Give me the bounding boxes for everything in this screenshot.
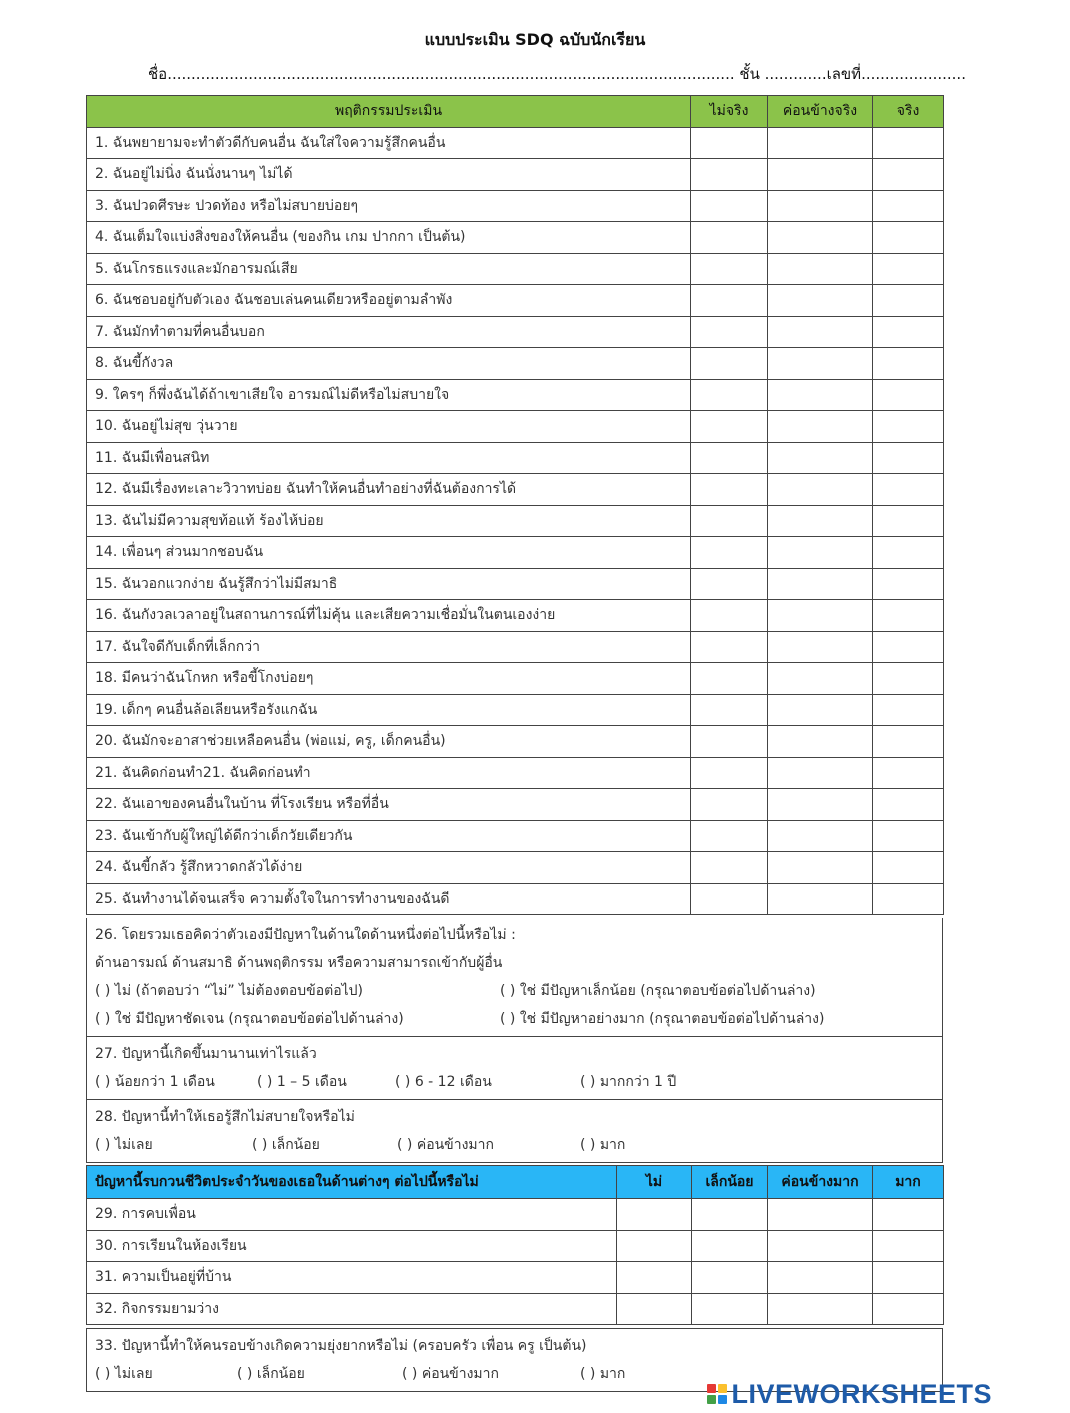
answer-cell-somewhat-true[interactable] [768, 127, 873, 159]
answer-cell-certainly-true[interactable] [873, 222, 944, 254]
impact-item-label: 30. การเรียนในห้องเรียน [87, 1230, 617, 1262]
answer-cell-not-true[interactable] [691, 285, 768, 317]
answer-cell-somewhat-true[interactable] [768, 253, 873, 285]
behavior-table-header [87, 96, 944, 128]
behavior-item-label: 6. ฉันชอบอยู่กับตัวเอง ฉันชอบเล่นคนเดียวหรืออยู่ตามลำพัง [87, 285, 691, 317]
header-behavior: พฤติกรรมประเมิน [87, 96, 691, 128]
answer-cell-not-true[interactable] [691, 568, 768, 600]
behavior-item-label: 9. ใครๆ ก็พึ่งฉันได้ถ้าเขาเสียใจ อารมณ์ไม่ดีหรือไม่สบายใจ [87, 379, 691, 411]
answer-cell-not-true[interactable] [691, 442, 768, 474]
answer-cell-no[interactable] [617, 1230, 692, 1262]
header-little: เล็กน้อย [692, 1166, 768, 1199]
answer-cell-somewhat-true[interactable] [768, 568, 873, 600]
answer-cell-no[interactable] [617, 1199, 692, 1231]
answer-cell-certainly-true[interactable] [873, 285, 944, 317]
answer-cell-not-true[interactable] [691, 348, 768, 380]
behavior-item-label: 11. ฉันมีเพื่อนสนิท [87, 442, 691, 474]
q33-option-3[interactable]: ( ) ค่อนข้างมาก [402, 1366, 500, 1382]
answer-cell-little[interactable] [692, 1293, 768, 1325]
answer-cell-no[interactable] [617, 1293, 692, 1325]
table-row [87, 285, 944, 317]
answer-cell-not-true[interactable] [691, 190, 768, 222]
answer-cell-certainly-true[interactable] [873, 190, 944, 222]
answer-cell-certainly-true[interactable] [873, 600, 944, 632]
answer-cell-quite-a-lot[interactable] [768, 1262, 873, 1294]
answer-cell-not-true[interactable] [691, 600, 768, 632]
answer-cell-somewhat-true[interactable] [768, 694, 873, 726]
answer-cell-certainly-true[interactable] [873, 757, 944, 789]
number-label: เลขที่ [826, 65, 862, 83]
answer-cell-not-true[interactable] [691, 631, 768, 663]
page-title: แบบประเมิน SDQ ฉบับนักเรียน [424, 30, 646, 49]
header-certainly-true: จริง [873, 96, 944, 128]
table-row [87, 820, 944, 852]
answer-cell-somewhat-true[interactable] [768, 159, 873, 191]
q27-cell [87, 1037, 943, 1100]
name-label: ชื่อ [148, 65, 168, 83]
answer-cell-certainly-true[interactable] [873, 159, 944, 191]
answer-cell-certainly-true[interactable] [873, 568, 944, 600]
q33-option-2[interactable]: ( ) เล็กน้อย [237, 1366, 305, 1382]
behavior-item-label: 1. ฉันพยายามจะทำตัวดีกับคนอื่น ฉันใส่ใจความรู้สึกคนอื่น [87, 127, 691, 159]
answer-cell-somewhat-true[interactable] [768, 883, 873, 915]
table-row [87, 1199, 944, 1231]
behavior-item-label: 22. ฉันเอาของคนอื่นในบ้าน ที่โรงเรียน หรือที่อื่น [87, 789, 691, 821]
table-row [87, 757, 944, 789]
answer-cell-certainly-true[interactable] [873, 253, 944, 285]
answer-cell-not-true[interactable] [691, 474, 768, 506]
table-row [87, 253, 944, 285]
answer-cell-not-true[interactable] [691, 789, 768, 821]
answer-cell-certainly-true[interactable] [873, 411, 944, 443]
behavior-item-label: 14. เพื่อนๆ ส่วนมากชอบฉัน [87, 537, 691, 569]
behavior-item-label: 16. ฉันกังวลเวลาอยู่ในสถานการณ์ที่ไม่คุ้น และเสียความเชื่อมั่นในตนเองง่าย [87, 600, 691, 632]
q26-cell [87, 918, 943, 1037]
q33-option-4[interactable]: ( ) มาก [580, 1366, 626, 1382]
header-somewhat-true: ค่อนข้างจริง [768, 96, 873, 128]
header-not-true: ไม่จริง [691, 96, 768, 128]
answer-cell-not-true[interactable] [691, 316, 768, 348]
table-row [87, 694, 944, 726]
table-row [87, 726, 944, 758]
impact-item-label: 31. ความเป็นอยู่ที่บ้าน [87, 1262, 617, 1294]
q27-option-2[interactable]: ( ) 1 – 5 เดือน [257, 1074, 347, 1090]
table-row [87, 348, 944, 380]
answer-cell-certainly-true[interactable] [873, 883, 944, 915]
answer-cell-a-lot[interactable] [873, 1262, 944, 1294]
answer-cell-not-true[interactable] [691, 159, 768, 191]
answer-cell-certainly-true[interactable] [873, 820, 944, 852]
q27-option-3[interactable]: ( ) 6 - 12 เดือน [395, 1074, 492, 1090]
answer-cell-a-lot[interactable] [873, 1199, 944, 1231]
behavior-item-label: 3. ฉันปวดศีรษะ ปวดท้อง หรือไม่สบายบ่อยๆ [87, 190, 691, 222]
table-row [87, 190, 944, 222]
table-row [87, 474, 944, 506]
answer-cell-certainly-true[interactable] [873, 442, 944, 474]
q33-option-1[interactable]: ( ) ไม่เลย [95, 1366, 153, 1382]
answer-cell-somewhat-true[interactable] [768, 852, 873, 884]
answer-cell-certainly-true[interactable] [873, 474, 944, 506]
behavior-item-label: 12. ฉันมีเรื่องทะเลาะวิวาทบ่อย ฉันทำให้คนอื่นทำอย่างที่ฉันต้องการได้ [87, 474, 691, 506]
answer-cell-somewhat-true[interactable] [768, 631, 873, 663]
answer-cell-certainly-true[interactable] [873, 726, 944, 758]
answer-cell-somewhat-true[interactable] [768, 663, 873, 695]
behavior-item-label: 19. เด็กๆ คนอื่นล้อเลียนหรือรังแกฉัน [87, 694, 691, 726]
answer-cell-a-lot[interactable] [873, 1230, 944, 1262]
table-row [87, 537, 944, 569]
answer-cell-not-true[interactable] [691, 757, 768, 789]
answer-cell-certainly-true[interactable] [873, 631, 944, 663]
behavior-item-label: 5. ฉันโกรธแรงและมักอารมณ์เสีย [87, 253, 691, 285]
header-impact: ปัญหานี้รบกวนชีวิตประจำวันของเธอในด้านต่างๆ ต่อไปนี้หรือไม่ [87, 1166, 617, 1199]
answer-cell-certainly-true[interactable] [873, 127, 944, 159]
table-row [87, 663, 944, 695]
answer-cell-somewhat-true[interactable] [768, 316, 873, 348]
answer-cell-not-true[interactable] [691, 694, 768, 726]
answer-cell-somewhat-true[interactable] [768, 600, 873, 632]
answer-cell-certainly-true[interactable] [873, 694, 944, 726]
table-row [87, 1262, 944, 1294]
grade-label: ชั้น [739, 65, 760, 83]
q28-option-3[interactable]: ( ) ค่อนข้างมาก [397, 1137, 495, 1153]
behavior-item-label: 2. ฉันอยู่ไม่นิ่ง ฉันนั่งนานๆ ไม่ได้ [87, 159, 691, 191]
answer-cell-somewhat-true[interactable] [768, 379, 873, 411]
answer-cell-somewhat-true[interactable] [768, 505, 873, 537]
table-row [87, 631, 944, 663]
answer-cell-not-true[interactable] [691, 411, 768, 443]
logo-mark-icon [707, 1384, 727, 1404]
q26-line1: 26. โดยรวมเธอคิดว่าตัวเองมีปัญหาในด้านใดด้านหนึ่งต่อไปนี้หรือไม่ : [95, 927, 516, 943]
behavior-item-label: 17. ฉันใจดีกับเด็กที่เล็กกว่า [87, 631, 691, 663]
answer-cell-somewhat-true[interactable] [768, 789, 873, 821]
answer-cell-certainly-true[interactable] [873, 789, 944, 821]
answer-cell-certainly-true[interactable] [873, 316, 944, 348]
table-row [87, 852, 944, 884]
answer-cell-little[interactable] [692, 1262, 768, 1294]
q26-option-definite[interactable]: ( ) ใช่ มีปัญหาชัดเจน (กรุณาตอบข้อต่อไปด้านล่าง) [95, 1011, 404, 1027]
answer-cell-somewhat-true[interactable] [768, 537, 873, 569]
table-row [87, 442, 944, 474]
behavior-table [86, 95, 944, 915]
q26-option-severe[interactable]: ( ) ใช่ มีปัญหาอย่างมาก (กรุณาตอบข้อต่อไปด้านล่าง) [500, 1011, 825, 1027]
impact-table-header [87, 1166, 944, 1199]
answer-cell-no[interactable] [617, 1262, 692, 1294]
answer-cell-somewhat-true[interactable] [768, 726, 873, 758]
impact-item-label: 29. การคบเพื่อน [87, 1199, 617, 1231]
table-row [87, 600, 944, 632]
student-info-line [148, 62, 966, 86]
table-row [87, 789, 944, 821]
table-row [87, 411, 944, 443]
q28-question: 28. ปัญหานี้ทำให้เธอรู้สึกไม่สบายใจหรือไม่ [95, 1109, 355, 1125]
questions-26-28 [86, 918, 943, 1163]
table-row [87, 883, 944, 915]
table-row [87, 1293, 944, 1325]
behavior-item-label: 18. มีคนว่าฉันโกหก หรือขี้โกงบ่อยๆ [87, 663, 691, 695]
answer-cell-certainly-true[interactable] [873, 348, 944, 380]
answer-cell-not-true[interactable] [691, 883, 768, 915]
table-row [87, 222, 944, 254]
q28-cell [87, 1100, 943, 1163]
answer-cell-quite-a-lot[interactable] [768, 1293, 873, 1325]
answer-cell-not-true[interactable] [691, 820, 768, 852]
behavior-item-label: 23. ฉันเข้ากับผู้ใหญ่ได้ดีกว่าเด็กวัยเดียวกัน [87, 820, 691, 852]
answer-cell-little[interactable] [692, 1230, 768, 1262]
q28-option-4[interactable]: ( ) มาก [580, 1137, 626, 1153]
behavior-item-label: 10. ฉันอยู่ไม่สุข วุ่นวาย [87, 411, 691, 443]
answer-cell-little[interactable] [692, 1199, 768, 1231]
behavior-item-label: 13. ฉันไม่มีความสุขท้อแท้ ร้องไห้บ่อย [87, 505, 691, 537]
q28-option-1[interactable]: ( ) ไม่เลย [95, 1137, 153, 1153]
table-row [87, 316, 944, 348]
q26-line2: ด้านอารมณ์ ด้านสมาธิ ด้านพฤติกรรม หรือความสามารถเข้ากับผู้อื่น [95, 955, 503, 971]
grade-blank[interactable]: ............. [759, 65, 827, 83]
q27-question: 27. ปัญหานี้เกิดขึ้นมานานเท่าไรแล้ว [95, 1046, 317, 1062]
table-row [87, 505, 944, 537]
behavior-item-label: 20. ฉันมักจะอาสาช่วยเหลือคนอื่น (พ่อแม่, ครู, เด็กคนอื่น) [87, 726, 691, 758]
table-row [87, 379, 944, 411]
q33-question: 33. ปัญหานี้ทำให้คนรอบข้างเกิดความยุ่งยากหรือไม่ (ครอบครัว เพื่อน ครู เป็นต้น) [95, 1338, 587, 1354]
header-no: ไม่ [617, 1166, 692, 1199]
answer-cell-somewhat-true[interactable] [768, 474, 873, 506]
answer-cell-quite-a-lot[interactable] [768, 1230, 873, 1262]
answer-cell-not-true[interactable] [691, 505, 768, 537]
behavior-item-label: 8. ฉันขี้กังวล [87, 348, 691, 380]
answer-cell-somewhat-true[interactable] [768, 442, 873, 474]
answer-cell-quite-a-lot[interactable] [768, 1199, 873, 1231]
answer-cell-somewhat-true[interactable] [768, 222, 873, 254]
table-row [87, 127, 944, 159]
table-row [87, 159, 944, 191]
answer-cell-not-true[interactable] [691, 663, 768, 695]
answer-cell-certainly-true[interactable] [873, 505, 944, 537]
behavior-item-label: 25. ฉันทำงานได้จนเสร็จ ความตั้งใจในการทำงานของฉันดี [87, 883, 691, 915]
answer-cell-not-true[interactable] [691, 537, 768, 569]
answer-cell-not-true[interactable] [691, 379, 768, 411]
answer-cell-certainly-true[interactable] [873, 663, 944, 695]
answer-cell-somewhat-true[interactable] [768, 285, 873, 317]
impact-table [86, 1165, 944, 1325]
answer-cell-not-true[interactable] [691, 253, 768, 285]
behavior-item-label: 15. ฉันวอกแวกง่าย ฉันรู้สึกว่าไม่มีสมาธิ [87, 568, 691, 600]
q27-option-1[interactable]: ( ) น้อยกว่า 1 เดือน [95, 1074, 215, 1090]
impact-item-label: 32. กิจกรรมยามว่าง [87, 1293, 617, 1325]
answer-cell-certainly-true[interactable] [873, 852, 944, 884]
logo-wordmark: LIVEWORKSHEETS [731, 1378, 992, 1409]
behavior-item-label: 24. ฉันขี้กลัว รู้สึกหวาดกลัวได้ง่าย [87, 852, 691, 884]
answer-cell-certainly-true[interactable] [873, 379, 944, 411]
answer-cell-certainly-true[interactable] [873, 537, 944, 569]
liveworksheets-logo [707, 1377, 992, 1411]
header-a-lot: มาก [873, 1166, 944, 1199]
table-row [87, 1230, 944, 1262]
q27-option-4[interactable]: ( ) มากกว่า 1 ปี [580, 1074, 677, 1090]
answer-cell-somewhat-true[interactable] [768, 820, 873, 852]
behavior-item-label: 7. ฉันมักทำตามที่คนอื่นบอก [87, 316, 691, 348]
answer-cell-somewhat-true[interactable] [768, 190, 873, 222]
behavior-item-label: 4. ฉันเต็มใจแบ่งสิ่งของให้คนอื่น (ของกิน เกม ปากกา เป็นต้น) [87, 222, 691, 254]
q26-option-minor[interactable]: ( ) ใช่ มีปัญหาเล็กน้อย (กรุณาตอบข้อต่อไปด้านล่าง) [500, 983, 816, 999]
answer-cell-somewhat-true[interactable] [768, 348, 873, 380]
q28-option-2[interactable]: ( ) เล็กน้อย [252, 1137, 320, 1153]
behavior-item-label: 21. ฉันคิดก่อนทำ21. ฉันคิดก่อนทำ [87, 757, 691, 789]
answer-cell-not-true[interactable] [691, 127, 768, 159]
header-quite-a-lot: ค่อนข้างมาก [768, 1166, 873, 1199]
number-blank[interactable]: ...................... [861, 65, 966, 83]
q26-option-no[interactable]: ( ) ไม่ (ถ้าตอบว่า “ไม่” ไม่ต้องตอบข้อต่อไป) [95, 983, 363, 999]
answer-cell-not-true[interactable] [691, 852, 768, 884]
answer-cell-not-true[interactable] [691, 726, 768, 758]
answer-cell-somewhat-true[interactable] [768, 411, 873, 443]
table-row [87, 568, 944, 600]
answer-cell-a-lot[interactable] [873, 1293, 944, 1325]
name-blank[interactable]: ....................................................................................................................... [167, 65, 735, 83]
answer-cell-not-true[interactable] [691, 222, 768, 254]
answer-cell-somewhat-true[interactable] [768, 757, 873, 789]
